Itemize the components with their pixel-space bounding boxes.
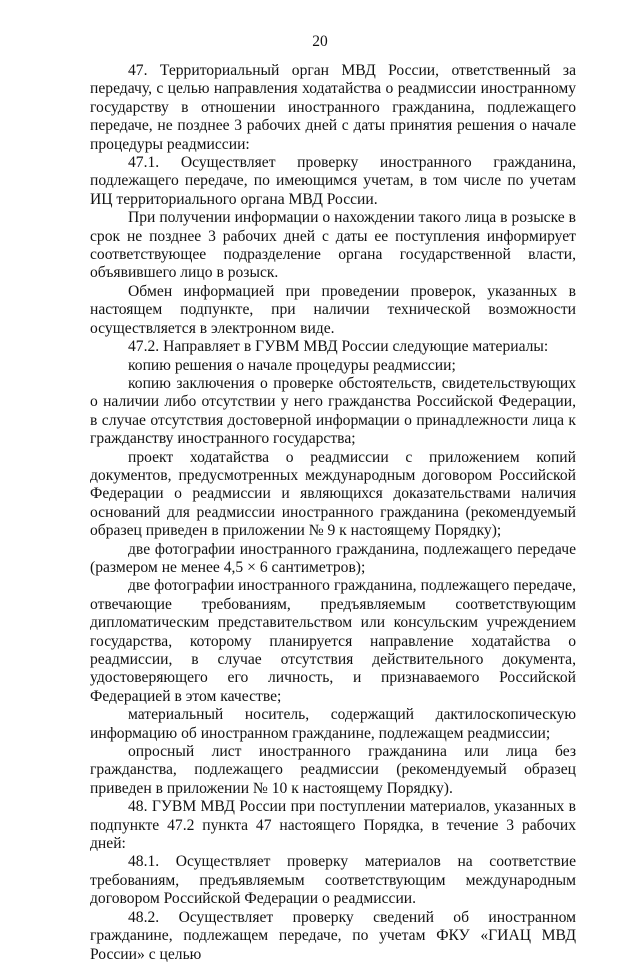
list-item-conclusion-copy: копию заключения о проверке обстоятельств, свидетельствующих о наличии либо отсутствии у него гражданства Российской Федерации, в случае отсутствия достоверной информации о принадлежности лица к гражданству иностранного государства; [90, 374, 576, 448]
document-body [90, 62, 576, 964]
list-item-two-photos-embassy: две фотографии иностранного гражданина, подлежащего передаче, отвечающие требованиям, предъявляемым соответствующим дипломатическим представительством или консульским учреждением государства, которому планируется направление ходатайства о реадмиссии, в случае отсутствия действительного документа, удостоверяющего его личность, и признаваемого Российской Федерацией в этом качестве; [90, 577, 576, 705]
list-item-two-photos: две фотографии иностранного гражданина, подлежащего передаче (размером не менее 4,5 × 6 сантиметров); [90, 540, 576, 576]
list-item-petition-draft: проект ходатайства о реадмиссии с приложением копий документов, предусмотренных международным договором Российской Федерации о реадмиссии и являющихся доказательствами наличия оснований для реадмиссии иностранного гражданина (рекомендуемый образец приведен в приложении № 9 к настоящему Порядку); [90, 448, 576, 540]
list-item-decision-copy: копию решения о начале процедуры реадмиссии; [128, 356, 456, 374]
paragraph-47-1: 47.1. Осуществляет проверку иностранного гражданина, подлежащего передаче, по имеющимся учетам, в том числе по учетам ИЦ территориального органа МВД России. [90, 154, 576, 208]
paragraph-48: 48. ГУВМ МВД России при поступлении материалов, указанных в подпункте 47.2 пункта 47 настоящего Порядка, в течение 3 рабочих дней: [90, 798, 576, 853]
list-item-fingerprint-media: материальный носитель, содержащий дактилоскопическую информацию об иностранном гражданине, подлежащем реадмиссии; [90, 706, 576, 742]
list-item-questionnaire: опросный лист иностранного гражданина или лица без гражданства, подлежащего реадмиссии (рекомендуемый образец приведен в приложении № 10 к настоящему Порядку). [90, 743, 576, 797]
paragraph-47: 47. Территориальный орган МВД России, ответственный за передачу, с целью направления ходатайства о реадмиссии иностранному государству в отношении иностранного гражданина, подлежащего передаче, не позднее 3 рабочих дней с даты принятия решения о начале процедуры реадмиссии: [90, 62, 576, 153]
paragraph-48-2: 48.2. Осуществляет проверку сведений об иностранном гражданине, подлежащем передаче, по учетам ФКУ «ГИАЦ МВД России» с целью [90, 908, 576, 963]
paragraph-48-1: 48.1. Осуществляет проверку материалов на соответствие требованиям, предъявляемым соответствующим международным договором Российской Федерации о реадмиссии. [90, 853, 576, 908]
paragraph-47-1-exchange: Обмен информацией при проведении проверок, указанных в настоящем подпункте, при наличии технической возможности осуществляется в электронном виде. [90, 282, 576, 337]
paragraph-47-1-wanted: При получении информации о нахождении такого лица в розыске в срок не позднее 3 рабочих дней с даты ее поступления информирует соответствующее подразделение органа государственной власти, объявившего лицо в розыск. [90, 209, 576, 282]
paragraph-47-2: 47.2. Направляет в ГУВМ МВД России следующие материалы: [128, 338, 549, 356]
page-number: 20 [312, 33, 328, 50]
